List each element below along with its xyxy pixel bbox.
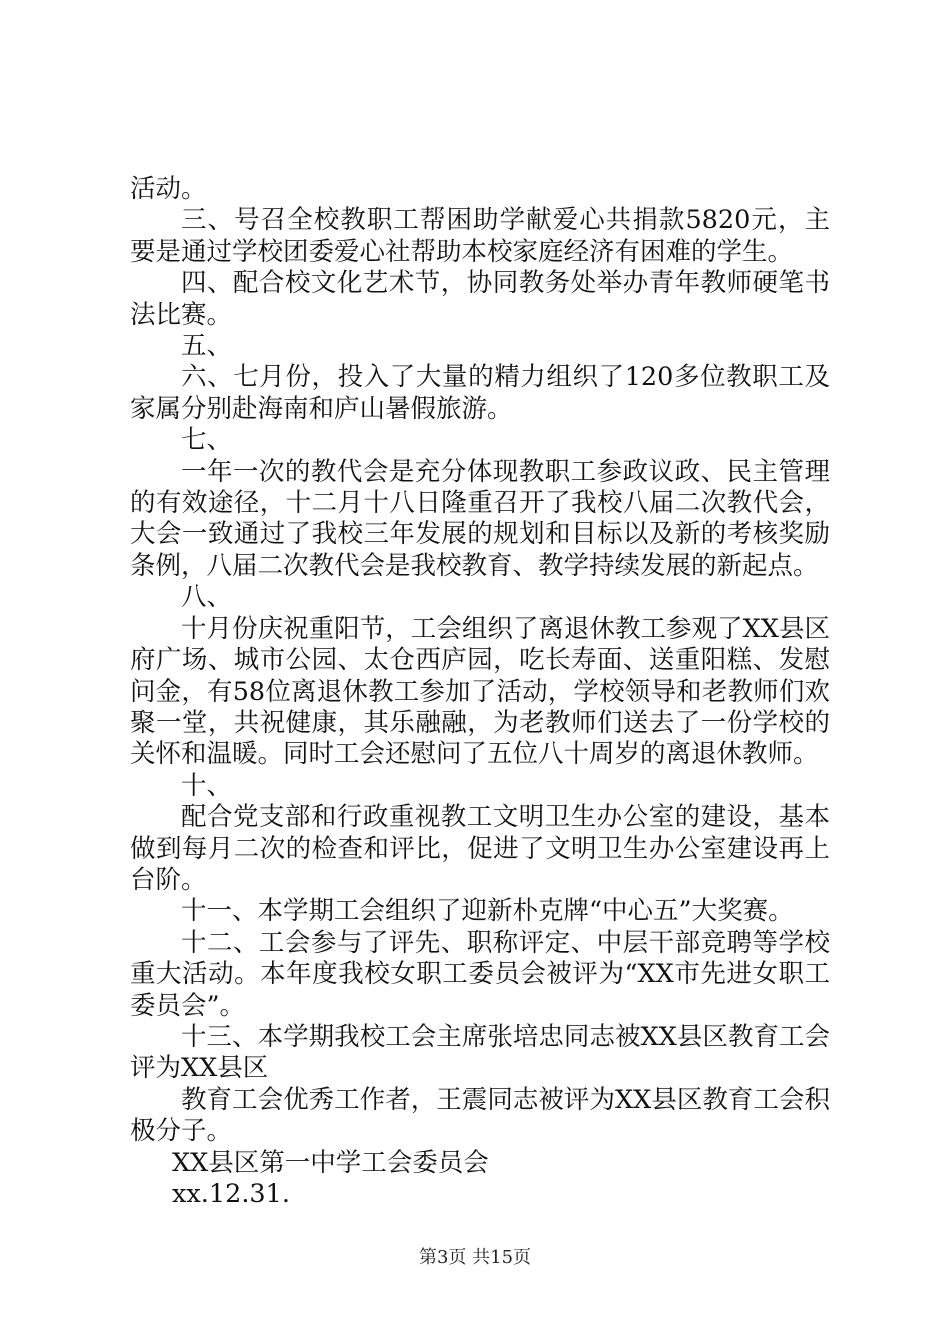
page-footer: 第3页 共15页 bbox=[418, 1247, 532, 1268]
paragraph-item-4: 四、配合校文化艺术节，协同教务处举办青年教师硬笔书法比赛。 bbox=[130, 268, 830, 330]
paragraph-office-hygiene: 配合党支部和行政重视教工文明卫生办公室的建设，基本做到每月二次的检查和评比，促进了文明卫生办公室建设再上台阶。 bbox=[130, 802, 830, 895]
paragraph-item-5: 五、 bbox=[181, 331, 233, 362]
paragraph-item-6: 六、七月份，投入了大量的精力组织了120多位教职工及家属分别赴海南和庐山暑假旅游。 bbox=[130, 362, 830, 424]
paragraph-item-3: 三、号召全校教职工帮困助学献爱心共捐款5820元，主要是通过学校团委爱心社帮助本校家庭经济有困难的学生。 bbox=[130, 205, 830, 267]
paragraph-item-13: 十三、本学期我校工会主席张培忠同志被XX县区教育工会评为XX县区 bbox=[130, 1021, 830, 1084]
paragraph-huodong: 活动。 bbox=[130, 174, 207, 204]
paragraph-double-ninth: 十月份庆祝重阳节，工会组织了离退休教工参观了XX县区府广场、城市公园、太仓西庐园，吃长寿面、送重阳糕、发慰问金，有58位离退休教工参加了活动，学校领导和老教师们欢聚一堂，共祝健康，其乐融融，为老教师们送去了一份学校的关怀和温暖。同时工会还慰问了五位八十周岁的离退休教师。 bbox=[130, 613, 830, 770]
paragraph-item-11: 十一、本学期工会组织了迎新朴克牌“中心五”大奖赛。 bbox=[181, 896, 794, 927]
signature-date: xx.12.31. bbox=[172, 1179, 290, 1209]
paragraph-item-10: 十、 bbox=[181, 770, 233, 801]
signature-org: XX县区第一中学工会委员会 bbox=[172, 1147, 489, 1178]
paragraph-staff-congress: 一年一次的教代会是充分体现教职工参政议政、民主管理的有效途径，十二月十八日隆重召开了我校八届二次教代会，大会一致通过了我校三年发展的规划和目标以及新的考核奖励条例，八届二次教代会是我校教育、教学持续发展的新起点。 bbox=[130, 456, 830, 581]
paragraph-item-13-cont: 教育工会优秀工作者，王震同志被评为XX县区教育工会积极分子。 bbox=[130, 1084, 830, 1147]
document-body bbox=[130, 174, 830, 1210]
paragraph-item-12: 十二、工会参与了评先、职称评定、中层干部竞聘等学校重大活动。本年度我校女职工委员会被评为“XX市先进女职工委员会”。 bbox=[130, 927, 830, 1021]
paragraph-item-8: 八、 bbox=[181, 582, 233, 613]
paragraph-item-7: 七、 bbox=[181, 425, 233, 456]
